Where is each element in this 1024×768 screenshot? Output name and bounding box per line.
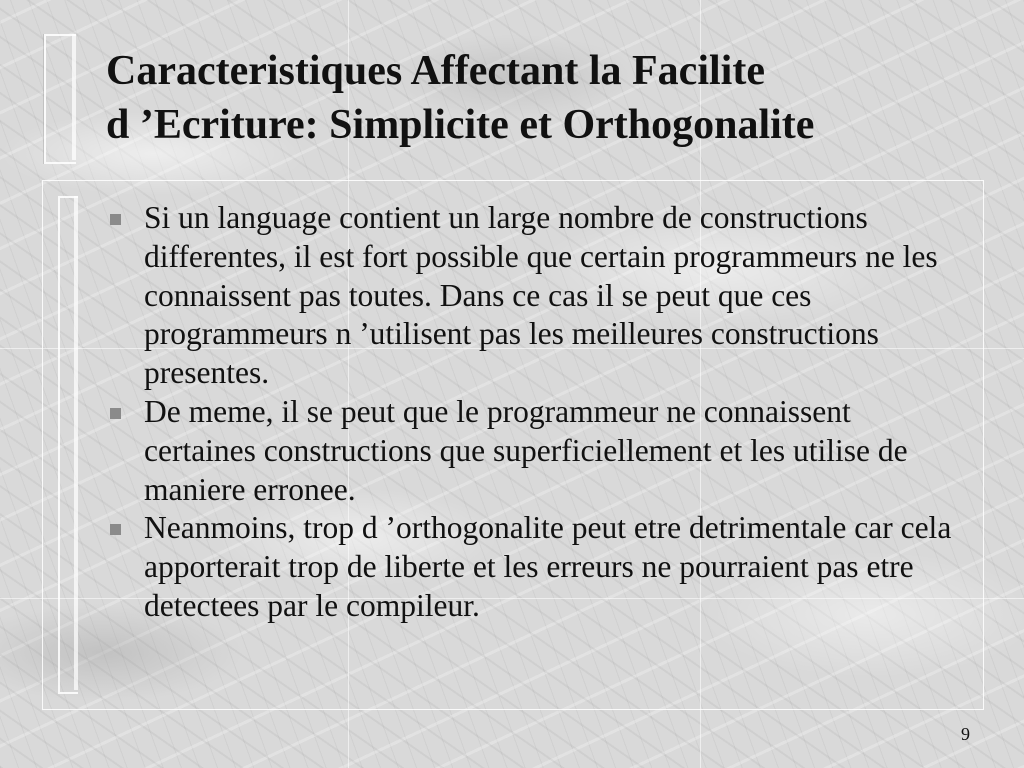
bullet-item	[106, 509, 956, 625]
slide-title-line-1: Caracteristiques Affectant la Facilite	[106, 48, 765, 94]
bullet-text: Neanmoins, trop d ’orthogonalite peut etre detrimentale car cela apporterait trop de liberte et les erreurs ne pourraient pas etre detectees par le compileur.	[144, 510, 952, 623]
square-bullet-icon	[110, 214, 121, 225]
title-decoration-bar	[72, 34, 76, 160]
square-bullet-icon	[110, 408, 121, 419]
bullet-text: De meme, il se peut que le programmeur ne connaissent certaines constructions que superficiellement et les utilise de maniere erronee.	[144, 393, 908, 507]
square-bullet-icon	[110, 524, 121, 535]
page-number: 9	[961, 724, 970, 744]
bullet-text: Si un language contient un large nombre de constructions differentes, il est fort possible que certain programmeurs ne les connaissent pas toutes. Dans ce cas il se peut que ces programmeurs n ’utilisent pas les meilleures constructions presentes.	[144, 200, 938, 391]
content-decoration-bar	[74, 196, 78, 690]
bullet-item	[106, 199, 956, 393]
slide-title-line-2: d ’Ecriture: Simplicite et Orthogonalite	[106, 102, 815, 148]
slide-title	[106, 44, 996, 152]
bullet-list	[106, 199, 956, 626]
bullet-item	[106, 393, 956, 509]
